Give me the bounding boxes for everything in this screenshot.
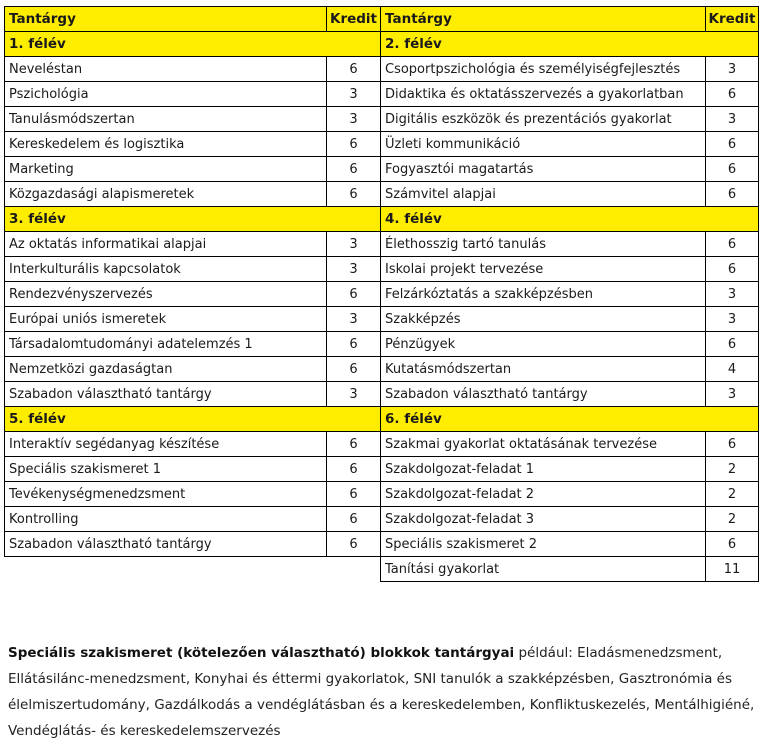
- subject-credit: 6: [706, 157, 759, 182]
- subject-name: Interkulturális kapcsolatok: [5, 257, 327, 282]
- semester-title: 6. félév: [381, 407, 759, 432]
- subject-name: Neveléstan: [5, 57, 327, 82]
- subject-name: Kereskedelem és logisztika: [5, 132, 327, 157]
- subject-name: Tanítási gyakorlat: [381, 557, 706, 582]
- subject-credit: 3: [327, 232, 381, 257]
- table-row: [5, 332, 381, 357]
- right-curriculum-table: [380, 6, 759, 582]
- subject-column-header: Tantárgy: [5, 7, 327, 32]
- semester-header-row: [5, 207, 381, 232]
- table-row: [5, 282, 381, 307]
- subject-name: Csoportpszichológia és személyiségfejlesztés: [381, 57, 706, 82]
- subject-credit: 6: [327, 357, 381, 382]
- table-row: [5, 482, 381, 507]
- subject-column-header: Tantárgy: [381, 7, 706, 32]
- table-row: [5, 182, 381, 207]
- subject-name: Speciális szakismeret 2: [381, 532, 706, 557]
- table-row: [381, 457, 759, 482]
- subject-name: Az oktatás informatikai alapjai: [5, 232, 327, 257]
- credit-column-header: Kredit: [706, 7, 759, 32]
- subject-credit: 6: [327, 132, 381, 157]
- subject-credit: 3: [706, 307, 759, 332]
- subject-name: Szakdolgozat-feladat 3: [381, 507, 706, 532]
- subject-name: Rendezvényszervezés: [5, 282, 327, 307]
- subject-name: Pénzügyek: [381, 332, 706, 357]
- subject-credit: 6: [706, 332, 759, 357]
- table-row: [5, 107, 381, 132]
- table-row: [5, 82, 381, 107]
- subject-name: Marketing: [5, 157, 327, 182]
- table-row: [381, 557, 759, 582]
- subject-name: Szakdolgozat-feladat 1: [381, 457, 706, 482]
- subject-credit: 2: [706, 457, 759, 482]
- subject-credit: 6: [327, 182, 381, 207]
- subject-name: Nemzetközi gazdaságtan: [5, 357, 327, 382]
- subject-name: Kontrolling: [5, 507, 327, 532]
- empty-row: [5, 557, 381, 582]
- subject-credit: 6: [327, 507, 381, 532]
- subject-credit: 6: [327, 482, 381, 507]
- table-row: [381, 257, 759, 282]
- subject-credit: 6: [706, 432, 759, 457]
- table-row: [5, 382, 381, 407]
- table-row: [381, 482, 759, 507]
- subject-name: Felzárkóztatás a szakképzésben: [381, 282, 706, 307]
- subject-name: Számvitel alapjai: [381, 182, 706, 207]
- subject-name: Speciális szakismeret 1: [5, 457, 327, 482]
- subject-name: Tanulásmódszertan: [5, 107, 327, 132]
- table-row: [5, 57, 381, 82]
- table-row: [381, 57, 759, 82]
- subject-credit: 3: [327, 307, 381, 332]
- subject-credit: 6: [706, 532, 759, 557]
- subject-credit: 3: [706, 382, 759, 407]
- subject-name: Szakdolgozat-feladat 2: [381, 482, 706, 507]
- subject-credit: 3: [706, 282, 759, 307]
- subject-name: Európai uniós ismeretek: [5, 307, 327, 332]
- table-row: [5, 157, 381, 182]
- table-row: [5, 507, 381, 532]
- subject-name: Szakképzés: [381, 307, 706, 332]
- table-row: [381, 332, 759, 357]
- table-row: [381, 82, 759, 107]
- subject-credit: 2: [706, 482, 759, 507]
- subject-credit: 2: [706, 507, 759, 532]
- credit-column-header: Kredit: [327, 7, 381, 32]
- subject-credit: 6: [706, 132, 759, 157]
- table-header-row: [5, 7, 381, 32]
- table-row: [381, 232, 759, 257]
- table-header-row: [381, 7, 759, 32]
- table-row: [381, 382, 759, 407]
- subject-name: Iskolai projekt tervezése: [381, 257, 706, 282]
- subject-name: Fogyasztói magatartás: [381, 157, 706, 182]
- subject-name: Digitális eszközök és prezentációs gyakorlat: [381, 107, 706, 132]
- subject-credit: 6: [327, 157, 381, 182]
- subject-credit: 6: [327, 282, 381, 307]
- subject-name: Közgazdasági alapismeretek: [5, 182, 327, 207]
- subject-name: Interaktív segédanyag készítése: [5, 432, 327, 457]
- table-row: [5, 307, 381, 332]
- table-row: [5, 232, 381, 257]
- semester-header-row: [5, 32, 381, 57]
- subject-name: Szabadon választható tantárgy: [381, 382, 706, 407]
- subject-credit: 3: [327, 82, 381, 107]
- left-curriculum-table: [4, 6, 381, 582]
- subject-credit: 3: [327, 107, 381, 132]
- semester-title: 3. félév: [5, 207, 381, 232]
- table-row: [381, 532, 759, 557]
- subject-credit: 4: [706, 357, 759, 382]
- subject-credit: 3: [327, 382, 381, 407]
- subject-name: Szabadon választható tantárgy: [5, 382, 327, 407]
- footnote: [8, 640, 760, 744]
- subject-name: Pszichológia: [5, 82, 327, 107]
- subject-credit: 6: [706, 232, 759, 257]
- table-row: [381, 357, 759, 382]
- subject-credit: 3: [327, 257, 381, 282]
- table-row: [381, 282, 759, 307]
- table-row: [5, 432, 381, 457]
- subject-name: Üzleti kommunikáció: [381, 132, 706, 157]
- subject-credit: 6: [327, 432, 381, 457]
- table-row: [381, 107, 759, 132]
- footnote-bold: Speciális szakismeret (kötelezően választható) blokkok tantárgyai: [8, 644, 515, 661]
- table-row: [381, 432, 759, 457]
- empty-cell: [5, 557, 327, 582]
- subject-credit: 6: [327, 532, 381, 557]
- subject-credit: 6: [327, 57, 381, 82]
- semester-header-row: [381, 32, 759, 57]
- subject-credit: 6: [327, 332, 381, 357]
- empty-cell: [327, 557, 381, 582]
- table-row: [381, 157, 759, 182]
- subject-credit: 6: [327, 457, 381, 482]
- table-row: [5, 532, 381, 557]
- curriculum-tables: [4, 6, 759, 582]
- subject-name: Élethosszig tartó tanulás: [381, 232, 706, 257]
- subject-credit: 3: [706, 107, 759, 132]
- table-row: [381, 132, 759, 157]
- subject-name: Társadalomtudományi adatelemzés 1: [5, 332, 327, 357]
- semester-header-row: [381, 407, 759, 432]
- semester-title: 1. félév: [5, 32, 381, 57]
- subject-credit: 6: [706, 257, 759, 282]
- table-row: [381, 307, 759, 332]
- subject-credit: 11: [706, 557, 759, 582]
- subject-name: Szabadon választható tantárgy: [5, 532, 327, 557]
- semester-title: 5. félév: [5, 407, 381, 432]
- table-row: [381, 507, 759, 532]
- semester-header-row: [5, 407, 381, 432]
- subject-name: Didaktika és oktatásszervezés a gyakorlatban: [381, 82, 706, 107]
- table-row: [5, 132, 381, 157]
- subject-name: Tevékenységmenedzsment: [5, 482, 327, 507]
- semester-title: 4. félév: [381, 207, 759, 232]
- subject-credit: 6: [706, 182, 759, 207]
- footnote-text: például: Eladásmenedzsment, Ellátásilánc-menedzsment, Konyhai és éttermi gyakorlatok, SNI tanulók a szakképzésben, Gasztronómia és élelmiszertudomány, Gazdálkodás a vendéglátásban és a kereskedelemben, Konfliktuskezelés, Mentálhigiéné, Vendéglátás- és kereskedelemszervezés: [8, 644, 755, 739]
- subject-credit: 6: [706, 82, 759, 107]
- table-row: [5, 257, 381, 282]
- subject-credit: 3: [706, 57, 759, 82]
- table-row: [381, 182, 759, 207]
- semester-header-row: [381, 207, 759, 232]
- table-row: [5, 457, 381, 482]
- subject-name: Szakmai gyakorlat oktatásának tervezése: [381, 432, 706, 457]
- subject-name: Kutatásmódszertan: [381, 357, 706, 382]
- semester-title: 2. félév: [381, 32, 759, 57]
- table-row: [5, 357, 381, 382]
